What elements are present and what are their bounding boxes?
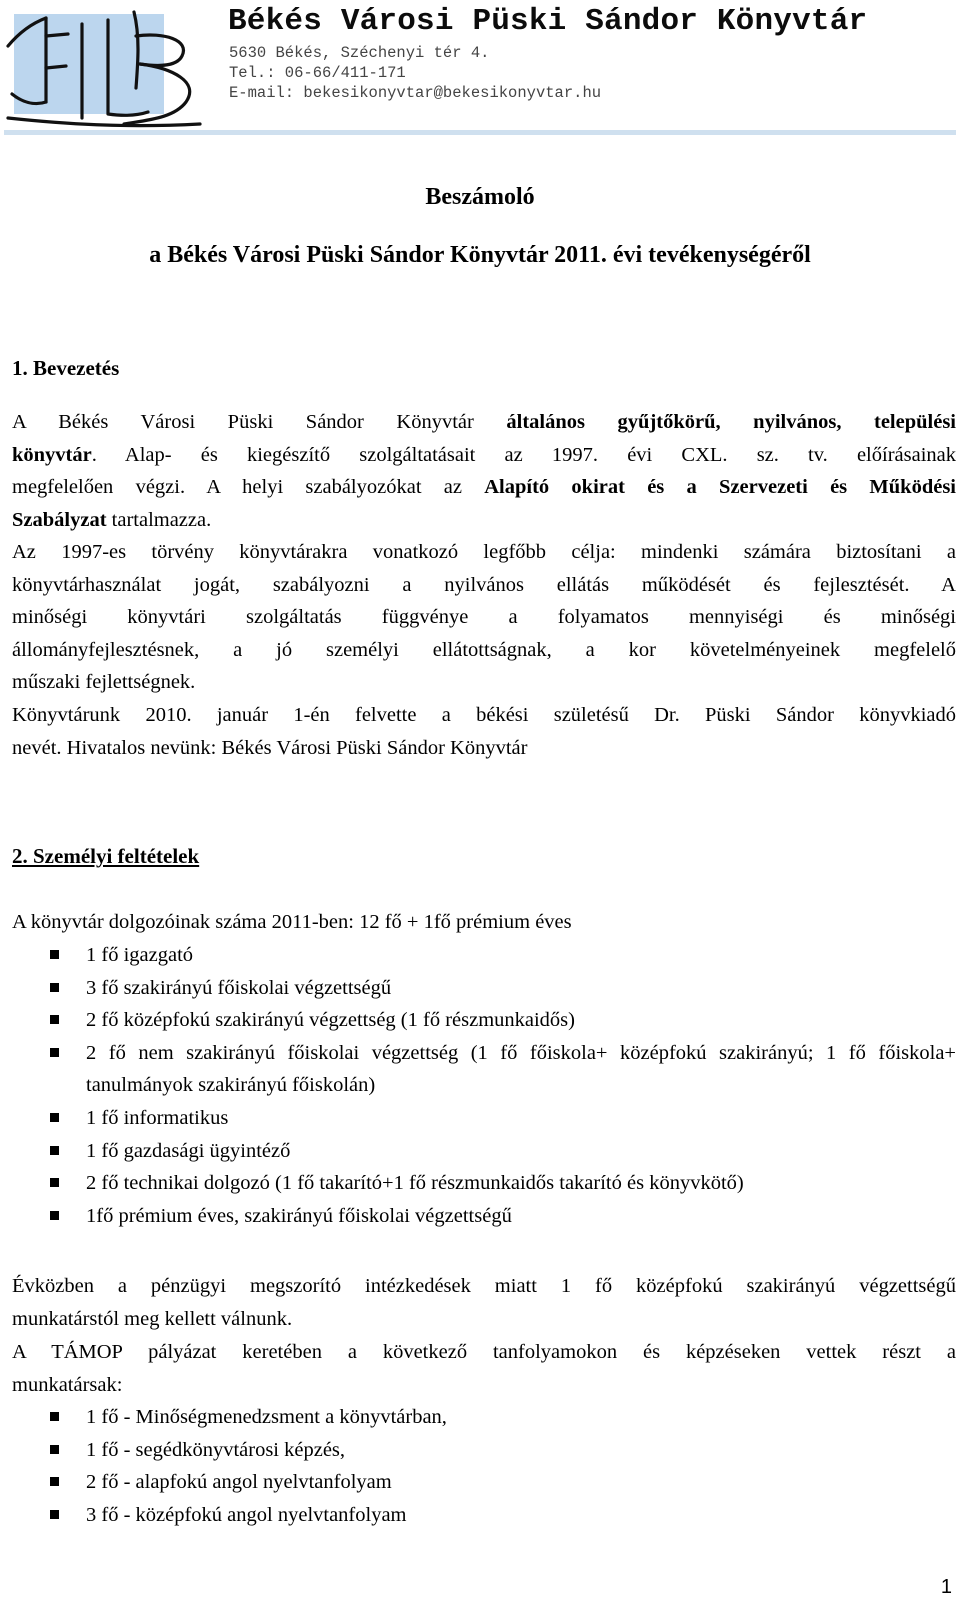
bullet-icon xyxy=(50,983,59,992)
list-item: 1 fő - Minőségmenedzsment a könyvtárban, xyxy=(0,1401,960,1434)
bullet-icon xyxy=(50,1113,59,1122)
list-item: 2 fő nem szakirányú főiskolai végzettség (1 fő főiskola+ középfokú szakirányú; 1 fő főiskola+ tanulmányok szakirányú főiskolán) xyxy=(0,1037,960,1102)
library-name: Békés Városi Püski Sándor Könyvtár xyxy=(228,4,868,39)
list-item: 1 fő gazdasági ügyintéző xyxy=(0,1135,960,1168)
page-number: 1 xyxy=(940,1576,952,1598)
bullet-icon xyxy=(50,1048,59,1057)
list-item: 1 fő informatikus xyxy=(0,1102,960,1135)
bullet-icon xyxy=(50,1146,59,1155)
staff-list xyxy=(0,939,960,1232)
staff-intro: A könyvtár dolgozóinak száma 2011-ben: 12 fő + 1fő prémium éves xyxy=(12,911,572,933)
tamop-paragraph: A TÁMOP pályázat keretében a következő tanfolyamokon és képzéseken vettek részt a munkatársak: xyxy=(12,1341,956,1396)
bullet-icon xyxy=(50,1015,59,1024)
list-item: 2 fő - alapfokú angol nyelvtanfolyam xyxy=(0,1466,960,1499)
section-2-heading: 2. Személyi feltételek xyxy=(12,844,200,868)
austerity-paragraph: Évközben a pénzügyi megszorító intézkedések miatt 1 fő középfokú szakirányú végzettségű munkatárstól meg kellett válnunk. xyxy=(12,1275,956,1330)
bullet-icon xyxy=(50,950,59,959)
library-address: 5630 Békés, Széchenyi tér 4. xyxy=(229,44,490,62)
bullet-icon xyxy=(50,1477,59,1486)
list-item: 1 fő igazgató xyxy=(0,939,960,972)
section-1-heading: 1. Bevezetés xyxy=(12,356,120,380)
list-item: 1 fő - segédkönyvtárosi képzés, xyxy=(0,1434,960,1467)
intro-paragraph: A Békés Városi Püski Sándor Könyvtár általános gyűjtőkörű, nyilvános, települési könyvtár. Alap- és kiegészítő szolgáltatásait az 1997. évi CXL. sz. tv. előírásainak megfelelően végzi. A helyi szabályozókat az Alapító okirat és a Szervezeti és Működési Szabályzat tartalmazza. xyxy=(12,411,956,531)
report-subtitle: a Békés Városi Püski Sándor Könyvtár 2011. évi tevékenységéről xyxy=(149,242,811,268)
list-item: 3 fő szakirányú főiskolai végzettségű xyxy=(0,972,960,1005)
bullet-icon xyxy=(50,1178,59,1187)
list-item: 3 fő - középfokú angol nyelvtanfolyam xyxy=(0,1499,960,1532)
report-title: Beszámoló xyxy=(425,184,535,210)
training-list xyxy=(0,1401,960,1531)
list-item: 2 fő középfokú szakirányú végzettség (1 fő részmunkaidős) xyxy=(0,1004,960,1037)
bullet-icon xyxy=(50,1211,59,1220)
list-item: 2 fő technikai dolgozó (1 fő takarító+1 fő részmunkaidős takarító és könyvkötő) xyxy=(0,1167,960,1200)
bullet-icon xyxy=(50,1445,59,1454)
bullet-icon xyxy=(50,1510,59,1519)
library-logo xyxy=(4,6,204,130)
name-paragraph: Könyvtárunk 2010. január 1-én felvette a békési születésű Dr. Püski Sándor könyvkiadó nevét. Hivatalos nevünk: Békés Városi Püski Sándor Könyvtár xyxy=(12,704,956,759)
law-paragraph: Az 1997-es törvény könyvtárakra vonatkozó legfőbb célja: mindenki számára biztosítani a könyvtárhasználat jogát, szabályozni a nyilvános ellátás működését és fejlesztését. A minőségi könyvtári szolgáltatás függvénye a folyamatos mennyiségi és minőségi állományfejlesztésnek, a jó személyi ellátottságnak, a kor követelményeinek megfelelő műszaki fejlettségnek. xyxy=(12,541,956,694)
bullet-icon xyxy=(50,1412,59,1421)
library-phone: Tel.: 06-66/411-171 xyxy=(229,64,406,82)
list-item: 1fő prémium éves, szakirányú főiskolai végzettségű xyxy=(0,1200,960,1233)
letterhead-rule xyxy=(4,130,956,135)
library-email: E-mail: bekesikonyvtar@bekesikonyvtar.hu xyxy=(229,84,602,102)
